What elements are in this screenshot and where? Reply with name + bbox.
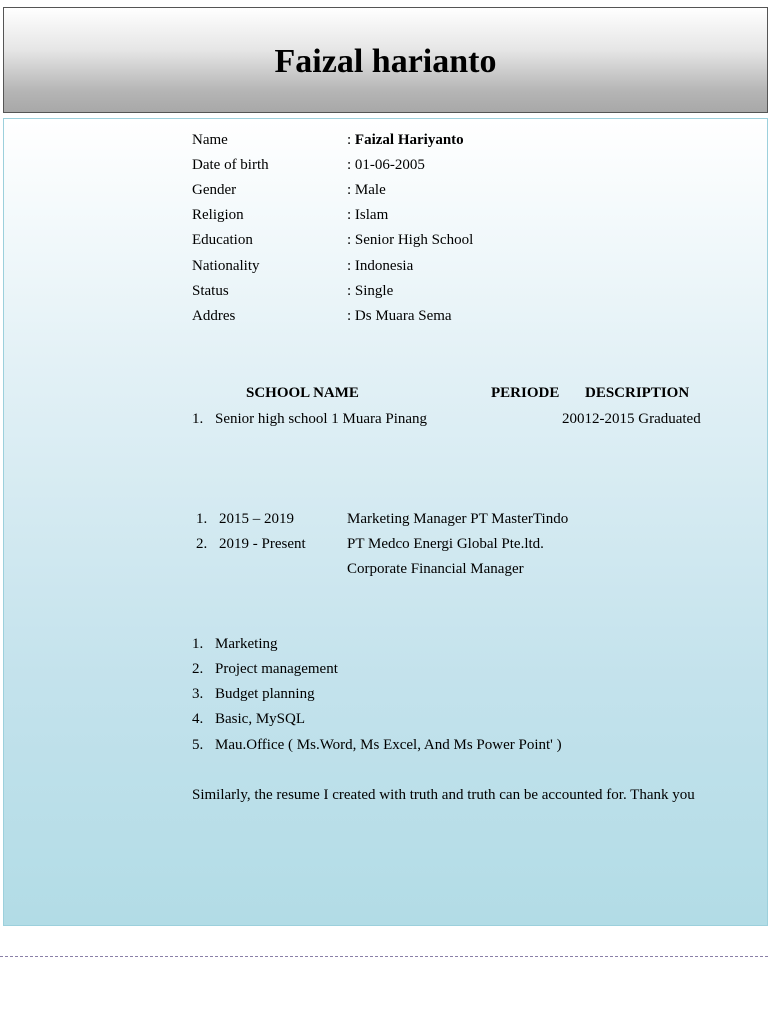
skill-4-number: 4. (192, 711, 204, 727)
skill-4: Basic, MySQL (215, 711, 305, 727)
label-address: Addres (192, 308, 236, 324)
education-row-school: Senior high school 1 Muara Pinang (215, 411, 428, 427)
resume-header (3, 7, 768, 113)
education-header-description: DESCRIPTION (585, 385, 690, 401)
value-religion: : Islam (347, 207, 389, 223)
value-address: : Ds Muara Sema (347, 308, 452, 324)
label-nationality: Nationality (192, 258, 260, 274)
experience-2-number: 2. (196, 536, 208, 552)
education-row-periode-description: 20012-2015 Graduated (562, 411, 701, 427)
experience-1-period: 2015 – 2019 (219, 511, 294, 527)
skill-1: Marketing (215, 636, 278, 652)
skill-2: Project management (215, 661, 338, 677)
education-row-number: 1. (192, 411, 204, 427)
skill-5: Mau.Office ( Ms.Word, Ms Excel, And Ms Power Point' ) (215, 737, 562, 753)
experience-1-number: 1. (196, 511, 208, 527)
label-gender: Gender (192, 182, 237, 198)
education-header-periode: PERIODE (491, 385, 560, 401)
label-education: Education (192, 232, 253, 248)
experience-1-title: Marketing Manager PT MasterTindo (347, 511, 569, 527)
value-name: : Faizal Hariyanto (347, 132, 464, 148)
label-dob: Date of birth (192, 157, 269, 173)
label-status: Status (192, 283, 229, 299)
resume-title: Faizal harianto (274, 43, 497, 80)
education-header-school: SCHOOL NAME (246, 385, 359, 401)
skill-2-number: 2. (192, 661, 204, 677)
value-dob: : 01-06-2005 (347, 157, 425, 173)
label-name: Name (192, 132, 228, 148)
experience-2-company: PT Medco Energi Global Pte.ltd. (347, 536, 544, 552)
value-nationality: : Indonesia (347, 258, 414, 274)
skill-1-number: 1. (192, 636, 204, 652)
value-gender: : Male (347, 182, 386, 198)
experience-2-title: Corporate Financial Manager (347, 561, 524, 577)
skill-3-number: 3. (192, 686, 204, 702)
experience-2-period: 2019 - Present (219, 536, 306, 552)
skill-5-number: 5. (192, 737, 204, 753)
value-education: : Senior High School (347, 232, 474, 248)
page-break-divider (0, 956, 768, 957)
closing-statement: Similarly, the resume I created with truth and truth can be accounted for. Thank you (192, 787, 695, 803)
label-religion: Religion (192, 207, 244, 223)
value-status: : Single (347, 283, 394, 299)
skill-3: Budget planning (215, 686, 315, 702)
